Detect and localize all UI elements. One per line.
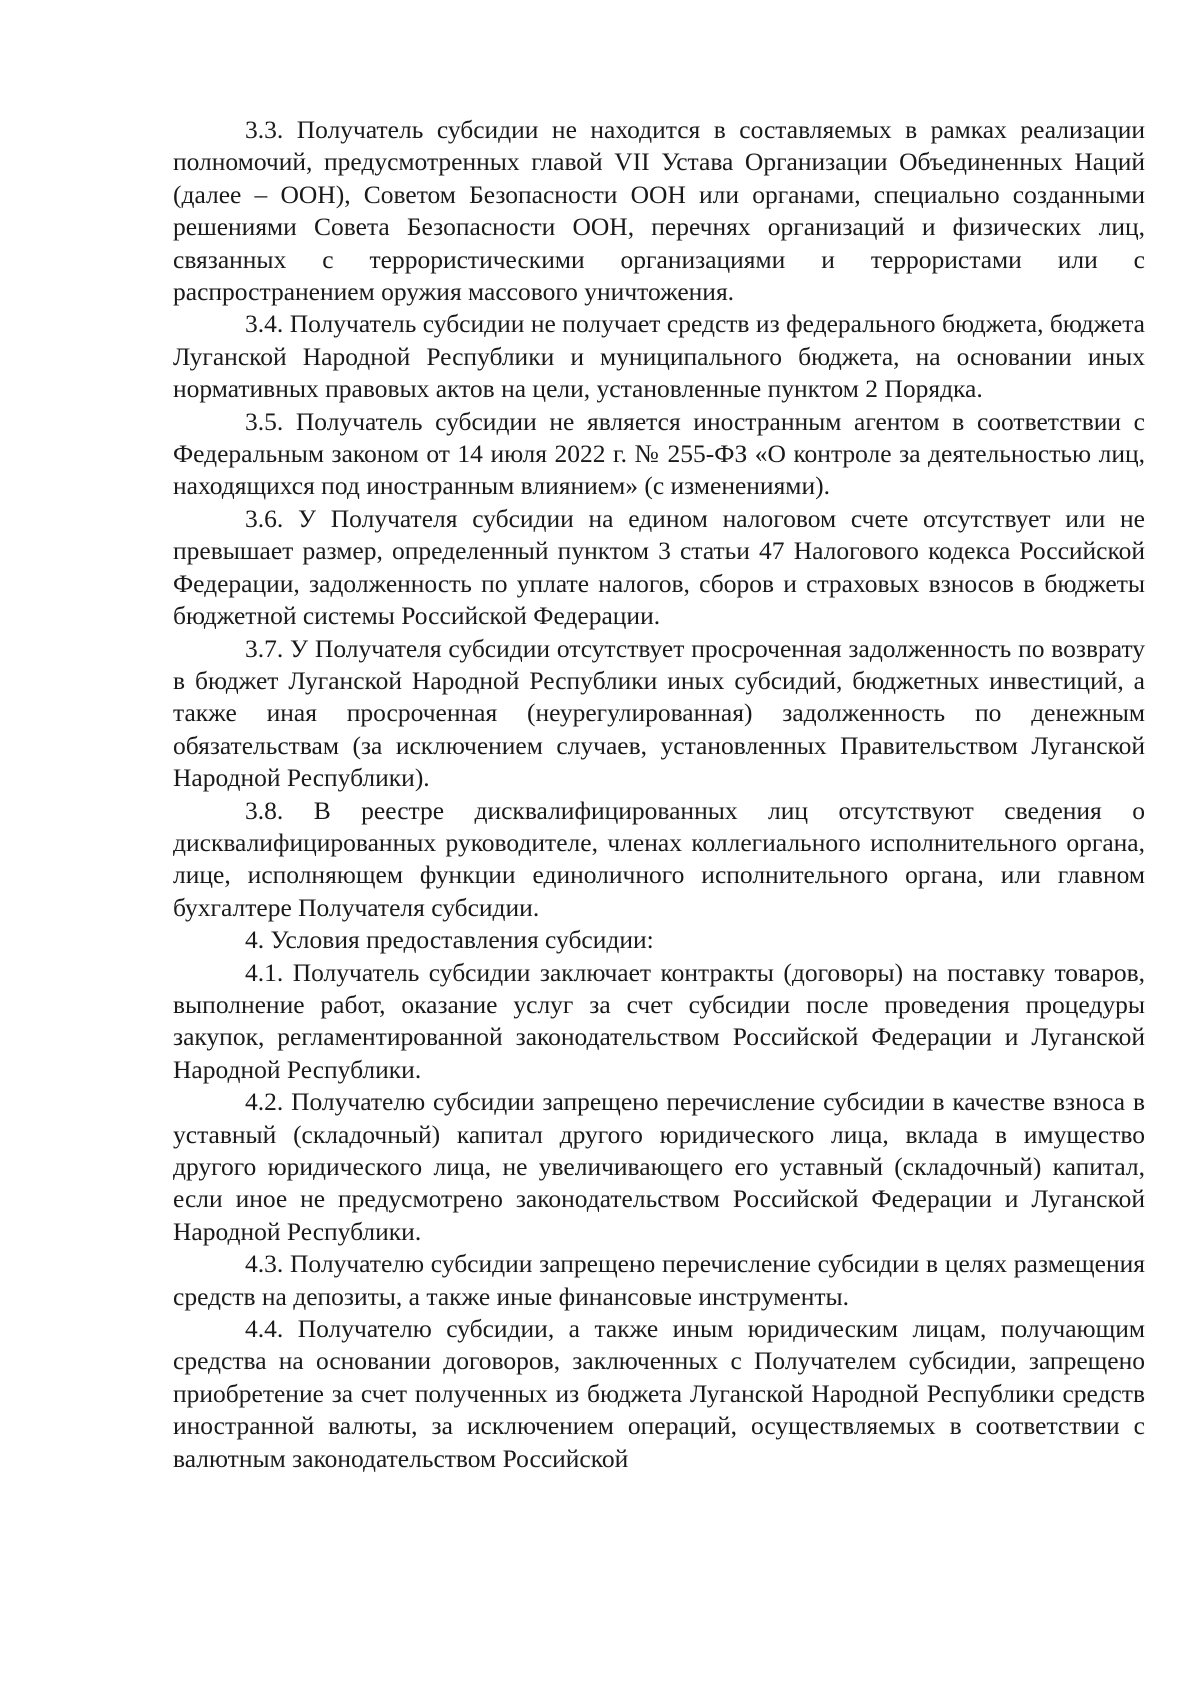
paragraph-3-5: 3.5. Получатель субсидии не является иностранным агентом в соответствии с Федеральным законом от 14 июля 2022 г. № 255-ФЗ «О контроле за деятельностью лиц, находящихся под иностранным влиянием» (с изменениями). — [173, 406, 1145, 501]
section-heading-4: 4. Условия предоставления субсидии: — [245, 925, 654, 955]
document-body — [173, 114, 1145, 1475]
paragraph-3-3: 3.3. Получатель субсидии не находится в составляемых в рамках реализации полномочий, предусмотренных главой VII Устава Организации Объединенных Наций (далее – ООН), Советом Безопасности ООН или органами, специально созданными решениями Совета Безопасности ООН, перечнях организаций и физических лиц, связанных с террористическими организациями и террористами или с распространением оружия массового уничтожения. — [173, 115, 1145, 307]
paragraph-3-4: 3.4. Получатель субсидии не получает средств из федерального бюджета, бюджета Луганской Народной Республики и муниципального бюджета, на основании иных нормативных правовых актов на цели, установленные пунктом 2 Порядка. — [173, 309, 1145, 404]
paragraph-3-6: 3.6. У Получателя субсидии на едином налоговом счете отсутствует или не превышает размер, определенный пунктом 3 статьи 47 Налогового кодекса Российской Федерации, задолженность по уплате налогов, сборов и страховых взносов в бюджеты бюджетной системы Российской Федерации. — [173, 503, 1145, 631]
paragraph-4-1: 4.1. Получатель субсидии заключает контракты (договоры) на поставку товаров, выполнение работ, оказание услуг за счет субсидии после проведения процедуры закупок, регламентированной законодательством Российской Федерации и Луганской Народной Республики. — [173, 957, 1145, 1084]
paragraph-4-3: 4.3. Получателю субсидии запрещено перечисление субсидии в целях размещения средств на депозиты, а также иные финансовые инструменты. — [173, 1249, 1145, 1311]
paragraph-4-4: 4.4. Получателю субсидии, а также иным юридическим лицам, получающим средства на основании договоров, заключенных с Получателем субсидии, запрещено приобретение за счет полученных из бюджета Луганской Народной Республики средств иностранной валюты, за исключением операций, осуществляемых в соответствии с валютным законодательством Российской — [173, 1314, 1145, 1473]
paragraph-3-8: 3.8. В реестре дисквалифицированных лиц отсутствуют сведения о дисквалифицированных руководителе, членах коллегиального исполнительного органа, лице, исполняющем функции единоличного исполнительного органа, или главном бухгалтере Получателя субсидии. — [173, 795, 1145, 922]
paragraph-3-7: 3.7. У Получателя субсидии отсутствует просроченная задолженность по возврату в бюджет Луганской Народной Республики иных субсидий, бюджетных инвестиций, а также иная просроченная (неурегулированная) задолженность по денежным обязательствам (за исключением случаев, установленных Правительством Луганской Народной Республики). — [173, 633, 1145, 793]
paragraph-4-2: 4.2. Получателю субсидии запрещено перечисление субсидии в качестве взноса в уставный (складочный) капитал другого юридического лица, вклада в имущество другого юридического лица, не увеличивающего его уставный (складочный) капитал, если иное не предусмотрено законодательством Российской Федерации и Луганской Народной Республики. — [173, 1087, 1145, 1246]
